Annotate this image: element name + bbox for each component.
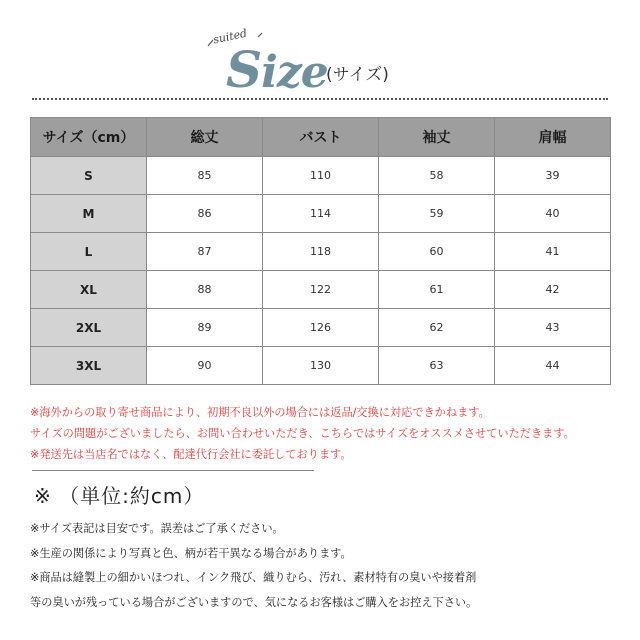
table-row [31,195,611,233]
unit-heading: ※ （単位:約cm） [34,484,205,508]
cell-size: XL [31,271,147,309]
size-subtitle: (サイズ) [326,65,389,85]
table-row [31,157,611,195]
size-title-initial: S [226,40,262,99]
cell-length: 90 [147,347,263,385]
cell-size: 3XL [31,347,147,385]
cell-bust: 126 [263,309,379,347]
cell-size: 2XL [31,309,147,347]
cell-bust: 118 [263,233,379,271]
header-size: サイズ（cm） [31,118,147,157]
cell-sleeve: 59 [379,195,495,233]
cell-size: S [31,157,147,195]
warning-note: ※海外からの取り寄せ商品により、初期不良以外の場合には返品/交換に対応できかねます。 [30,406,490,419]
header-sleeve: 袖丈 [379,118,495,157]
warning-notes [30,402,620,465]
cell-length: 87 [147,233,263,271]
table-row [31,347,611,385]
general-note: 等の臭いが残っている場合がございますので、気になるお客様はご購入をお控え下さい。 [30,595,478,609]
cell-sleeve: 62 [379,309,495,347]
cell-shoulder: 43 [495,309,611,347]
table-row [31,309,611,347]
header-shoulder: 肩幅 [495,118,611,157]
cell-bust: 122 [263,271,379,309]
warning-note: サイズの問題がございましたら、お問い合わせいただき、こちらではサイズをオススメさせていただきます。 [30,427,575,440]
cell-bust: 114 [263,195,379,233]
cell-size: M [31,195,147,233]
cell-shoulder: 40 [495,195,611,233]
size-header [0,0,640,100]
cell-sleeve: 63 [379,347,495,385]
general-notes [30,517,630,615]
header-length: 総丈 [147,118,263,157]
cell-size: L [31,233,147,271]
size-title [226,40,328,99]
cell-bust: 110 [263,157,379,195]
warning-note: ※発送先は当店名ではなく、配達代行会社に委託しております。 [30,448,352,461]
size-title-rest: ize [261,47,328,98]
table-header-row [31,118,611,157]
cell-sleeve: 60 [379,233,495,271]
cell-length: 88 [147,271,263,309]
cell-shoulder: 41 [495,233,611,271]
cell-length: 89 [147,309,263,347]
general-note: ※生産の関係により写真と色、柄が若干異なる場合があります。 [30,546,352,560]
cell-shoulder: 42 [495,271,611,309]
dotted-divider [32,98,608,100]
cell-length: 86 [147,195,263,233]
cell-length: 85 [147,157,263,195]
header-bust: バスト [263,118,379,157]
size-table [30,117,611,385]
cell-bust: 130 [263,347,379,385]
general-note: ※商品は縫製上の細かいほつれ、インク飛び、織りむら、汚れ、素材特有の臭いや接着剤 [30,571,477,584]
table-row [31,233,611,271]
cell-shoulder: 39 [495,157,611,195]
cell-shoulder: 44 [495,347,611,385]
cell-sleeve: 61 [379,271,495,309]
cell-sleeve: 58 [379,157,495,195]
table-row [31,271,611,309]
section-divider [32,470,314,471]
tagline: suited [212,26,249,47]
general-note: ※サイズ表記は目安です。誤差はご了承ください。 [30,522,284,535]
